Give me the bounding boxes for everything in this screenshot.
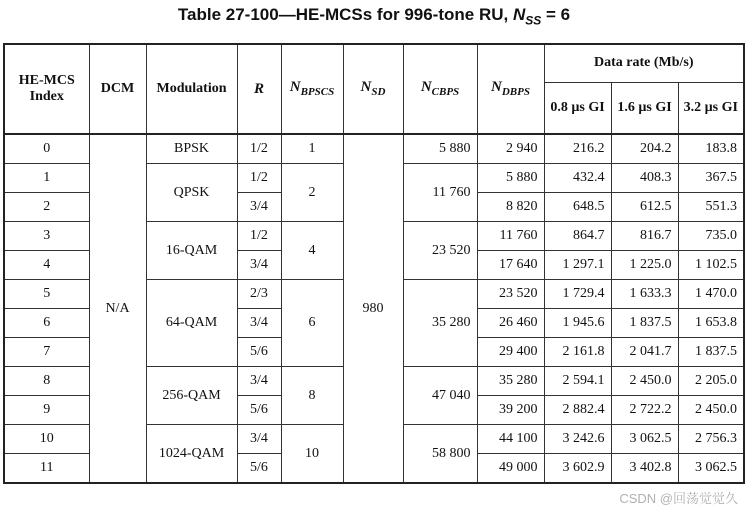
rate-gi32-cell: 1 470.0	[678, 280, 744, 309]
r-cell: 1/2	[237, 134, 281, 164]
nbpscs-cell: 1	[281, 134, 343, 164]
header-gi-32: 3.2 µs GI	[678, 82, 744, 134]
header-ncbps-main: N	[420, 78, 432, 95]
r-cell: 3/4	[237, 367, 281, 396]
header-ncbps-sub: CBPS	[431, 85, 460, 98]
ncbps-cell: 23 520	[403, 222, 477, 280]
header-gi-16: 1.6 µs GI	[611, 82, 678, 134]
modulation-cell: 256-QAM	[146, 367, 237, 425]
mcs-index-cell: 4	[4, 251, 89, 280]
header-r: R	[237, 44, 281, 134]
mcs-index-cell: 6	[4, 309, 89, 338]
nbpscs-cell: 8	[281, 367, 343, 425]
modulation-cell: BPSK	[146, 134, 237, 164]
header-nbpscs-main: N	[289, 78, 301, 95]
rate-gi08-cell: 3 602.9	[544, 454, 611, 484]
header-dcm: DCM	[89, 44, 146, 134]
rate-gi08-cell: 3 242.6	[544, 425, 611, 454]
rate-gi32-cell: 3 062.5	[678, 454, 744, 484]
r-cell: 1/2	[237, 164, 281, 193]
r-cell: 5/6	[237, 454, 281, 484]
nbpscs-cell: 4	[281, 222, 343, 280]
ndbps-cell: 23 520	[477, 280, 544, 309]
mcs-index-cell: 2	[4, 193, 89, 222]
header-nsd-main: N	[360, 78, 372, 95]
rate-gi08-cell: 1 297.1	[544, 251, 611, 280]
ncbps-cell: 5 880	[403, 134, 477, 164]
rate-gi08-cell: 1 729.4	[544, 280, 611, 309]
ndbps-cell: 29 400	[477, 338, 544, 367]
header-ncbps	[403, 44, 477, 134]
ncbps-cell: 11 760	[403, 164, 477, 222]
header-data-rate: Data rate (Mb/s)	[544, 44, 744, 82]
rate-gi16-cell: 2 450.0	[611, 367, 678, 396]
r-cell: 5/6	[237, 338, 281, 367]
rate-gi16-cell: 612.5	[611, 193, 678, 222]
ndbps-cell: 11 760	[477, 222, 544, 251]
rate-gi32-cell: 2 756.3	[678, 425, 744, 454]
mcs-index-cell: 0	[4, 134, 89, 164]
rate-gi32-cell: 551.3	[678, 193, 744, 222]
rate-gi32-cell: 1 102.5	[678, 251, 744, 280]
header-ndbps-main: N	[491, 78, 502, 95]
mcs-index-cell: 10	[4, 425, 89, 454]
mcs-index-cell: 8	[4, 367, 89, 396]
ndbps-cell: 17 640	[477, 251, 544, 280]
ndbps-cell: 8 820	[477, 193, 544, 222]
rate-gi32-cell: 1 837.5	[678, 338, 744, 367]
rate-gi16-cell: 816.7	[611, 222, 678, 251]
r-cell: 5/6	[237, 396, 281, 425]
rate-gi08-cell: 648.5	[544, 193, 611, 222]
rate-gi32-cell: 367.5	[678, 164, 744, 193]
r-cell: 3/4	[237, 193, 281, 222]
nbpscs-cell: 2	[281, 164, 343, 222]
r-cell: 3/4	[237, 251, 281, 280]
modulation-cell: QPSK	[146, 164, 237, 222]
header-mcs-index: HE-MCS Index	[4, 44, 89, 134]
header-nsd	[343, 44, 403, 134]
rate-gi08-cell: 2 882.4	[544, 396, 611, 425]
mcs-index-cell: 5	[4, 280, 89, 309]
ndbps-cell: 2 940	[477, 134, 544, 164]
rate-gi08-cell: 864.7	[544, 222, 611, 251]
modulation-cell: 1024-QAM	[146, 425, 237, 484]
header-nsd-sub: SD	[371, 85, 386, 98]
table-title	[0, 5, 748, 27]
rate-gi16-cell: 1 225.0	[611, 251, 678, 280]
header-modulation: Modulation	[146, 44, 237, 134]
table-header	[4, 44, 744, 134]
nbpscs-cell: 10	[281, 425, 343, 484]
rate-gi16-cell: 2 041.7	[611, 338, 678, 367]
rate-gi32-cell: 2 450.0	[678, 396, 744, 425]
ndbps-cell: 26 460	[477, 309, 544, 338]
mcs-index-cell: 7	[4, 338, 89, 367]
rate-gi08-cell: 2 161.8	[544, 338, 611, 367]
header-ndbps	[477, 44, 544, 134]
mcs-table	[3, 43, 745, 484]
rate-gi32-cell: 1 653.8	[678, 309, 744, 338]
header-ndbps-sub: DBPS	[501, 85, 530, 98]
ncbps-cell: 58 800	[403, 425, 477, 484]
ndbps-cell: 49 000	[477, 454, 544, 484]
rate-gi32-cell: 735.0	[678, 222, 744, 251]
rate-gi16-cell: 204.2	[611, 134, 678, 164]
rate-gi16-cell: 408.3	[611, 164, 678, 193]
ncbps-cell: 35 280	[403, 280, 477, 367]
table-row	[4, 134, 744, 164]
table-body	[4, 134, 744, 483]
watermark: CSDN @回荡觉觉久	[619, 491, 738, 506]
nbpscs-cell: 6	[281, 280, 343, 367]
rate-gi08-cell: 432.4	[544, 164, 611, 193]
rate-gi08-cell: 216.2	[544, 134, 611, 164]
header-nbpscs-sub: BPSCS	[300, 85, 335, 98]
title-suffix: = 6	[541, 5, 571, 24]
nsd-cell: 980	[343, 134, 403, 483]
ndbps-cell: 5 880	[477, 164, 544, 193]
mcs-index-cell: 3	[4, 222, 89, 251]
rate-gi16-cell: 1 837.5	[611, 309, 678, 338]
title-n-letter: N	[512, 5, 526, 24]
rate-gi08-cell: 2 594.1	[544, 367, 611, 396]
ndbps-cell: 35 280	[477, 367, 544, 396]
mcs-index-cell: 11	[4, 454, 89, 484]
ncbps-cell: 47 040	[403, 367, 477, 425]
header-gi-08: 0.8 µs GI	[544, 82, 611, 134]
ndbps-cell: 39 200	[477, 396, 544, 425]
rate-gi16-cell: 3 402.8	[611, 454, 678, 484]
r-cell: 3/4	[237, 425, 281, 454]
r-cell: 2/3	[237, 280, 281, 309]
ndbps-cell: 44 100	[477, 425, 544, 454]
r-cell: 3/4	[237, 309, 281, 338]
rate-gi32-cell: 2 205.0	[678, 367, 744, 396]
r-cell: 1/2	[237, 222, 281, 251]
title-prefix: Table 27-100—HE-MCSs for 996-tone RU,	[177, 5, 513, 24]
dcm-cell: N/A	[89, 134, 146, 483]
rate-gi16-cell: 2 722.2	[611, 396, 678, 425]
rate-gi16-cell: 3 062.5	[611, 425, 678, 454]
mcs-index-cell: 1	[4, 164, 89, 193]
mcs-index-cell: 9	[4, 396, 89, 425]
rate-gi16-cell: 1 633.3	[611, 280, 678, 309]
modulation-cell: 64-QAM	[146, 280, 237, 367]
rate-gi08-cell: 1 945.6	[544, 309, 611, 338]
title-n-sub: SS	[525, 13, 542, 28]
rate-gi32-cell: 183.8	[678, 134, 744, 164]
header-nbpscs	[281, 44, 343, 134]
modulation-cell: 16-QAM	[146, 222, 237, 280]
